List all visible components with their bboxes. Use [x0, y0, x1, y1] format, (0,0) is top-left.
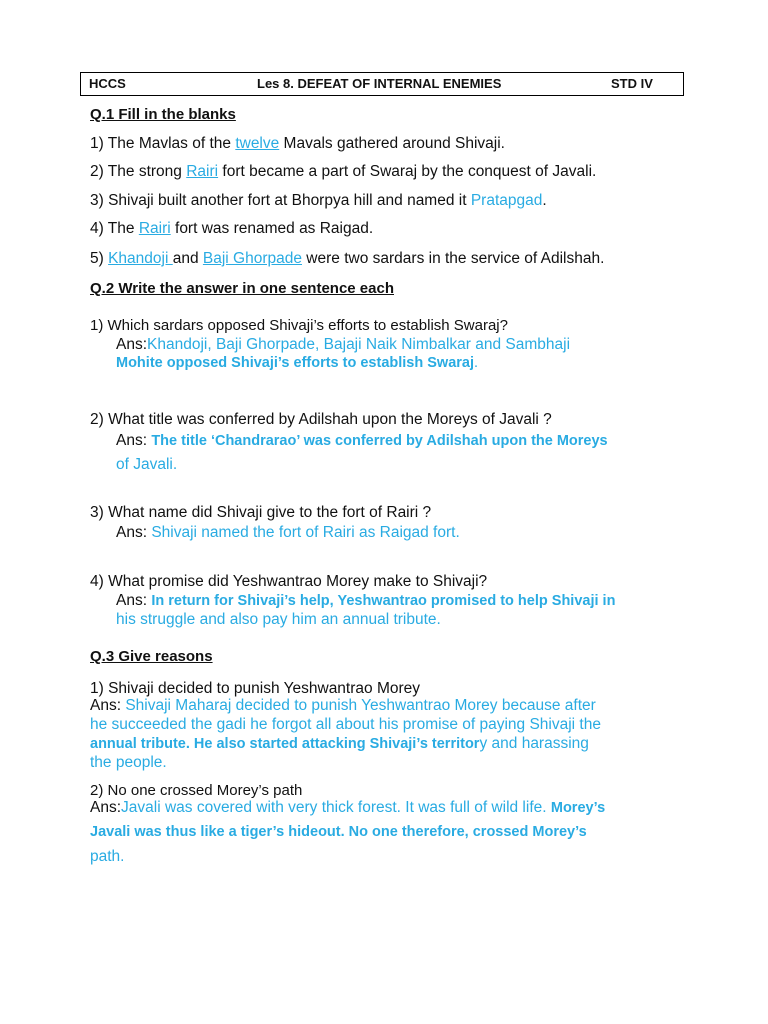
q2-question-1: 1) Which sardars opposed Shivaji’s efforts to establish Swaraj? — [90, 317, 508, 334]
q1-item-2: 2) The strong Rairi fort became a part of Swaraj by the conquest of Javali. — [90, 163, 597, 180]
q2-answer-2-line-1: Ans: The title ‘Chandrarao’ was conferred by Adilshah upon the Moreys — [116, 432, 608, 449]
q2-answer-2-line-2: of Javali. — [116, 456, 178, 473]
q3-reason-2-question: 2) No one crossed Morey’s path — [90, 782, 303, 799]
q3-reason-1-answer-line-1: Ans: Shivaji Maharaj decided to punish Yeshwantrao Morey because after — [90, 697, 596, 714]
q3-reason-1-question: 1) Shivaji decided to punish Yeshwantrao Morey — [90, 680, 421, 697]
q1-item-1: 1) The Mavlas of the twelve Mavals gathered around Shivaji. — [90, 135, 505, 152]
q2-question-3: 3) What name did Shivaji give to the fort of Rairi ? — [90, 504, 432, 521]
q3-heading: Q.3 Give reasons — [90, 648, 213, 665]
q1-item-5: 5) Khandoji and Baji Ghorpade were two sardars in the service of Adilshah. — [90, 250, 605, 267]
q2-answer-4-line-1: Ans: In return for Shivaji’s help, Yeshwantrao promised to help Shivaji in — [116, 592, 616, 609]
q1-heading: Q.1 Fill in the blanks — [90, 106, 236, 123]
q3-reason-1-answer-line-3: annual tribute. He also started attacking Shivaji’s territory and harassing — [90, 735, 589, 752]
q2-question-4: 4) What promise did Yeshwantrao Morey make to Shivaji? — [90, 573, 488, 590]
q2-answer-1-line-1: Ans:Khandoji, Baji Ghorpade, Bajaji Naik Nimbalkar and Sambhaji — [116, 336, 571, 353]
q3-reason-2-answer-line-2: Javali was thus like a tiger’s hideout. No one therefore, crossed Morey’s — [90, 824, 587, 840]
q2-answer-1-line-2: Mohite opposed Shivaji’s efforts to establish Swaraj. — [116, 355, 479, 371]
lesson-title: Les 8. DEFEAT OF INTERNAL ENEMIES — [257, 76, 502, 91]
standard: STD IV — [611, 76, 653, 91]
q2-heading: Q.2 Write the answer in one sentence each — [90, 280, 394, 297]
q3-reason-1-answer-line-4: the people. — [90, 754, 167, 771]
q1-item-3: 3) Shivaji built another fort at Bhorpya hill and named it Pratapgad. — [90, 192, 547, 209]
school-name: HCCS — [89, 76, 126, 91]
q3-reason-1-answer-line-2: he succeeded the gadi he forgot all about his promise of paying Shivaji the — [90, 716, 601, 733]
q2-answer-3: Ans: Shivaji named the fort of Rairi as Raigad fort. — [116, 524, 460, 541]
q3-reason-2-answer-line-1: Ans:Javali was covered with very thick forest. It was full of wild life. Morey’s — [90, 799, 606, 816]
q2-answer-4-line-2: his struggle and also pay him an annual tribute. — [116, 611, 441, 628]
q3-reason-2-answer-line-3: path. — [90, 848, 125, 865]
header-box — [80, 72, 684, 96]
q1-item-4: 4) The Rairi fort was renamed as Raigad. — [90, 220, 374, 237]
q2-question-2: 2) What title was conferred by Adilshah upon the Moreys of Javali ? — [90, 411, 552, 428]
